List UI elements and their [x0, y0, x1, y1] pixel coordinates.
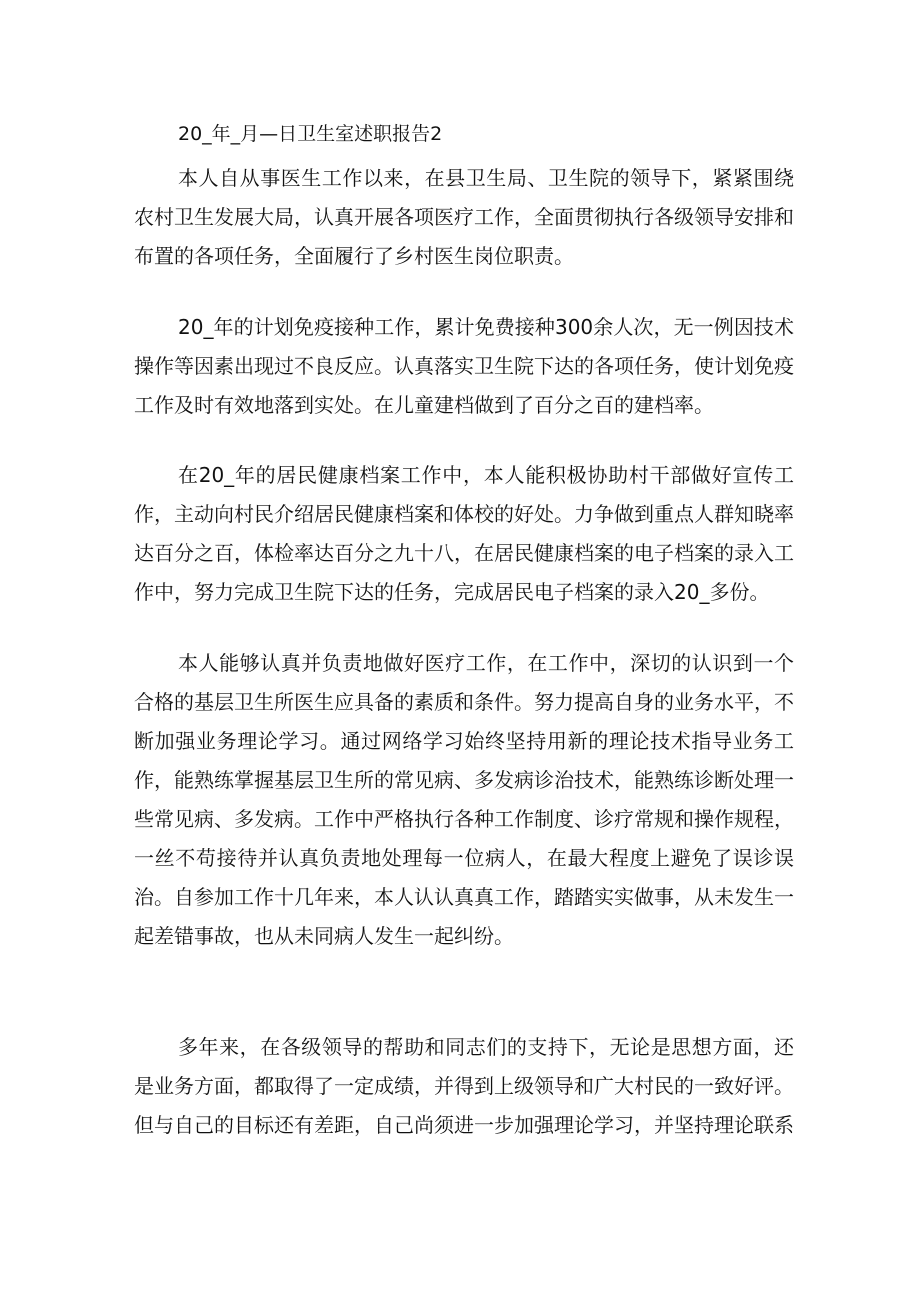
paragraph-immunization: 20_年的计划免疫接种工作，累计免费接种300余人次，无一例因技术操作等因素出现过不良反应。认真落实卫生院下达的各项任务，使计划免疫工作及时有效地落到实处。在儿童建档做到了百分之百的建档率。: [134, 315, 794, 417]
paragraph-medical-work: 本人能够认真并负责地做好医疗工作，在工作中，深切的认识到一个合格的基层卫生所医生应具备的素质和条件。努力提高自身的业务水平，不断加强业务理论学习。通过网络学习始终坚持用新的理论技术指导业务工作，能熟练掌握基层卫生所的常见病、多发病诊治技术，能熟练诊断处理一些常见病、多发病。工作中严格执行各种工作制度、诊疗常规和操作规程，一丝不苟接待并认真负责地处理每一位病人，在最大程度上避免了误诊误治。自参加工作十几年来，本人认认真真工作，踏踏实实做事，从未发生一起差错事故，也从未同病人发生一起纠纷。: [134, 651, 794, 948]
paragraph-health-records: 在20_年的居民健康档案工作中，本人能积极协助村干部做好宣传工作，主动向村民介绍居民健康档案和体校的好处。力争做到重点人群知晓率达百分之百，体检率达百分之九十八，在居民健康档案的电子档案的录入工作中，努力完成卫生院下达的任务，完成居民电子档案的录入20_多份。: [134, 463, 794, 604]
paragraph-summary: 多年来，在各级领导的帮助和同志们的支持下，无论是思想方面，还是业务方面，都取得了一定成绩，并得到上级领导和广大村民的一致好评。但与自己的目标还有差距，自己尚须进一步加强理论学习，并坚持理论联系: [134, 1035, 794, 1137]
document-title: 20_年_月—日卫生室述职报告2: [178, 123, 443, 145]
paragraph-responsibilities: 本人自从事医生工作以来，在县卫生局、卫生院的领导下，紧紧围绕农村卫生发展大局，认真开展各项医疗工作，全面贯彻执行各级领导安排和布置的各项任务，全面履行了乡村医生岗位职责。: [134, 166, 794, 268]
